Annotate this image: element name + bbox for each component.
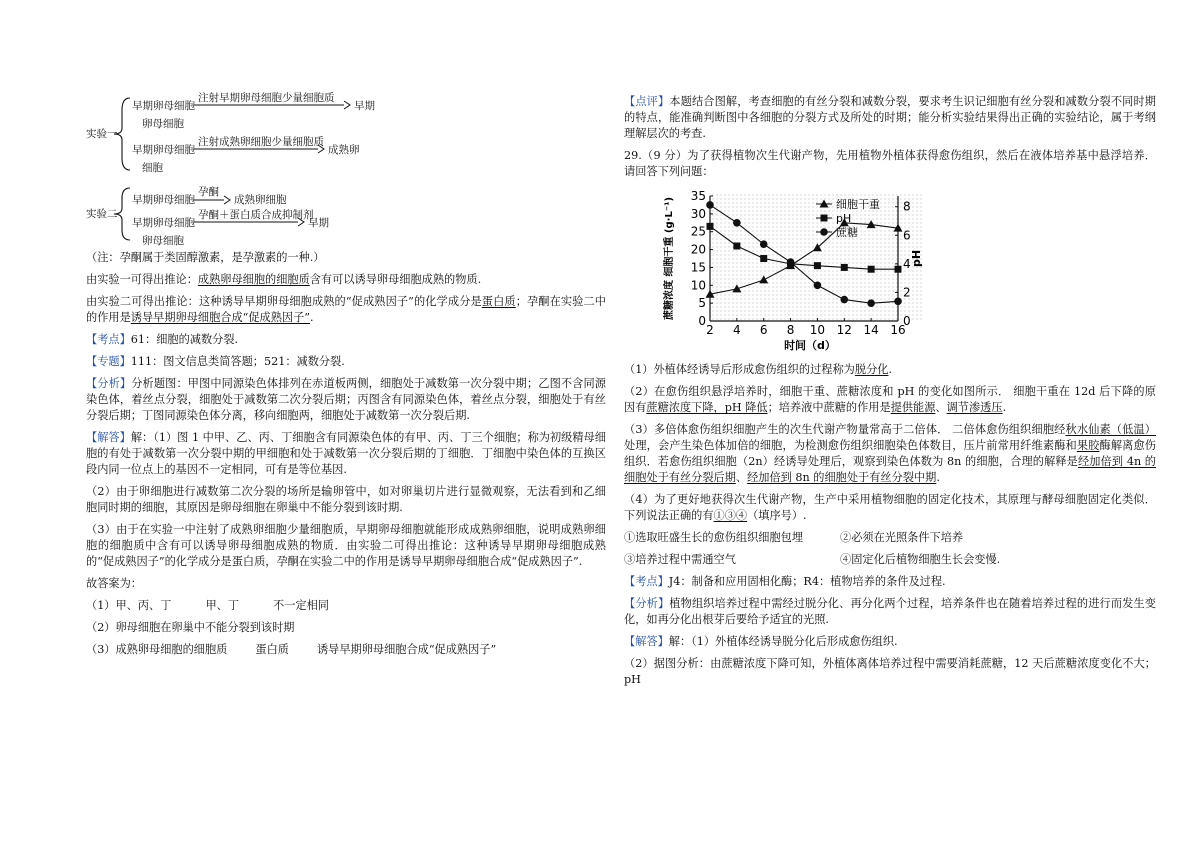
fenxi-tag: 【分析】 (624, 597, 670, 610)
answer-q1: （1）外植体经诱导后形成愈伤组织的过程称为脱分化. (624, 363, 893, 376)
exp2-row2-treatment: 孕酮＋蛋白质合成抑制剂 (198, 209, 314, 221)
jieda-part-3: （3）由于在实验一中注射了成熟卵细胞少量细胞质，早期卵母细胞就能形成成熟卵细胞，说明成熟卵细胞的细胞质中含有可以诱导卵母细胞成熟的物质．由实验二可得出推论：这种诱导早期卵母细胞成熟的“促成熟因子”的化学成分是蛋白质，孕酮在实验二中的作用是诱导早期卵母细胞合成“促成熟因子”. (86, 523, 606, 568)
culture-chart (644, 186, 924, 356)
data-point-square (895, 266, 902, 273)
legend-marker-square (821, 215, 828, 222)
data-point-circle (733, 219, 741, 227)
zhuanti-tag: 【专题】 (86, 355, 131, 368)
exp1-row2-cont: 细胞 (142, 162, 163, 174)
left-column (86, 88, 606, 664)
answer-underline: 诱导早期卵母细胞合成“促成熟因子” (130, 311, 311, 324)
fenxi-section: 【分析】分析题图：甲图中同源染色体排列在赤道板两侧，细胞处于减数第一次分裂中期；乙图不含同源染色体，着丝点分裂，细胞处于减数第二次分裂后期；丙图含有同源染色体，着丝点分裂，细胞处于有丝分裂后期；丁图同源染色体分离，移向细胞两，细胞处于减数第一次分裂后期. (86, 377, 606, 422)
zhuanti-section: 【专题】111：图文信息类简答题；521：减数分裂. (86, 355, 345, 368)
answer-underline: 秋水仙素（低温） (1065, 423, 1156, 436)
kaodian-tag: 【考点】 (624, 575, 669, 588)
x-tick-label: 16 (890, 323, 906, 337)
x-tick-label: 12 (836, 323, 852, 337)
jieda-section-right: 【解答】解：（1）外植体经诱导脱分化后形成愈伤组织. (624, 635, 898, 648)
inference-1: 由实验一可得出推论：成熟卵母细胞的细胞质含有可以诱导卵母细胞成熟的物质. (86, 273, 482, 286)
exp2-row2-start: 早期卵母细胞 (132, 217, 195, 229)
y-tick-label-right: 0 (903, 314, 911, 328)
exp2-row1-start: 早期卵母细胞 (132, 194, 195, 206)
x-tick-label: 2 (706, 323, 714, 337)
exp1-row1-start: 早期卵母细胞 (132, 100, 195, 112)
answer-1: （1）甲、丙、丁 甲、丁 不一定相同 (86, 599, 329, 612)
x-tick-label: 4 (733, 323, 741, 337)
options-row-2 (624, 552, 1156, 568)
option-1: ①选取旺盛生长的愈伤组织细胞包埋 (624, 531, 804, 544)
legend-label: 细胞干重 (836, 198, 880, 211)
exp2-row2-cont: 卵母细胞 (142, 235, 184, 247)
jieda-tag: 【解答】 (624, 635, 669, 648)
question-29: 29.（9 分）为了获得植物次生代谢产物，先用植物外植体获得愈伤组织，然后在液体培养基中悬浮培养． 请回答下列问题： (624, 149, 1156, 178)
inference-2: 由实验二可得出推论：这种诱导早期卵母细胞成熟的“促成熟因子”的化学成分是蛋白质；孕酮在实验二中的作用是诱导早期卵母细胞合成“促成熟因子”. (86, 295, 606, 324)
jieda-section: 【解答】解：（1）图 1 中甲、乙、丙、丁细胞含有同源染色体的有甲、丙、丁三个细胞；称为初级精母细胞的有处于减数第一次分裂中期的甲细胞和处于减数第一次分裂后期的丁细胞．丁细胞中染色体的互换区段内同一位点上的基因不一定相同，可有是等位基因. (86, 431, 606, 476)
options-row-1 (624, 530, 1156, 546)
exp1-row2-start: 早期卵母细胞 (132, 144, 195, 156)
y-tick-label-left: 5 (698, 296, 706, 311)
data-point-square (733, 243, 740, 250)
exp1-row1-treatment: 注射早期卵母细胞少量细胞质 (198, 92, 335, 104)
answer-underline: 经加倍到 8n 的细胞处于有丝分裂中期 (747, 471, 937, 484)
exp1-row1-cont: 卵母细胞 (142, 118, 184, 130)
y-tick-label-right: 4 (903, 256, 911, 271)
option-2: ②必须在光照条件下培养 (840, 531, 964, 544)
exp1-row2-treatment: 注射成熟卵细胞少量细胞质 (198, 136, 324, 148)
exp1-row2-result: 成熟卵 (328, 144, 360, 156)
dianping-section: 【点评】本题结合图解，考查细胞的有丝分裂和减数分裂，要求考生识记细胞有丝分裂和减数分裂不同时期的特点，能准确判断图中各细胞的分裂方式及所处的时期；能分析实验结果得出正确的实验结论，属于考纲理解层次的考查. (624, 95, 1156, 140)
answer-underline: 蔗糖浓度下降，pH 降低 (646, 401, 768, 414)
answer-underline: ①③④ (713, 509, 748, 522)
exp1-label: 实验一 (86, 128, 118, 140)
experiment-diagram (86, 88, 606, 250)
data-point-square (841, 264, 848, 271)
y-axis-label-left: 蔗糖浓度 细胞干重 (g·L⁻¹) (664, 196, 675, 321)
data-point-circle (814, 281, 822, 289)
answer-q2: （2）在愈伤组织悬浮培养时，细胞干重、蔗糖浓度和 pH 的变化如图所示． 细胞干重在 12d 后下降的原因有蔗糖浓度下降，pH 降低；培养液中蔗糖的作用是提供能源、调节渗透压. (624, 385, 1156, 414)
dianping-tag: 【点评】 (624, 95, 670, 108)
exp2-row2-result: 早期 (308, 217, 329, 229)
y-tick-label-right: 8 (903, 199, 911, 214)
legend-marker-circle (820, 228, 828, 236)
data-point-square (707, 223, 714, 230)
y-tick-label-right: 6 (903, 228, 911, 243)
kaodian-section: 【考点】61：细胞的减数分裂. (86, 333, 239, 346)
option-4: ④固定化后植物细胞生长会变慢. (840, 553, 1001, 566)
answer-underline: 成熟卵母细胞的细胞质 (197, 273, 310, 286)
data-point-square (760, 255, 767, 262)
answer-underline: 蛋白质 (481, 295, 516, 308)
answer-3: （3）成熟卵母细胞的细胞质 蛋白质 诱导早期卵母细胞合成“促成熟因子” (86, 643, 497, 656)
y-tick-label-right: 2 (903, 285, 911, 300)
y-tick-label-left: 20 (690, 242, 706, 257)
y-tick-label-left: 15 (690, 260, 706, 275)
kaodian-section-right: 【考点】J4：制备和应用固相化酶；R4：植物培养的条件及过程. (624, 575, 946, 588)
x-tick-label: 14 (863, 323, 879, 337)
exp1-row1-result: 早期 (354, 100, 375, 112)
kaodian-tag: 【考点】 (86, 333, 131, 346)
x-tick-label: 10 (809, 323, 826, 337)
y-tick-label-left: 35 (690, 189, 706, 203)
option-3: ③培养过程中需通空气 (624, 553, 736, 566)
right-column (624, 88, 1156, 694)
y-tick-label-left: 0 (698, 314, 706, 328)
exp2-row1-treatment: 孕酮 (198, 186, 219, 198)
y-tick-label-left: 30 (690, 206, 706, 221)
data-point-circle (787, 258, 795, 266)
x-tick-label: 6 (759, 323, 768, 337)
data-point-circle (840, 296, 848, 304)
answer-underline: 提供能源 (890, 401, 936, 414)
y-tick-label-left: 10 (690, 278, 706, 293)
data-point-square (814, 262, 821, 269)
y-tick-label-left: 25 (690, 224, 706, 239)
answer-underline: 经加倍到 4n 的细胞处于有丝分裂后期 (624, 455, 1156, 484)
exp2-row1-result: 成熟卵细胞 (234, 194, 287, 206)
jieda-right-part-2: （2）据图分析：由蔗糖浓度下降可知，外植体离体培养过程中需要消耗蔗糖，12 天后蔗糖浓度变化不大；pH (624, 657, 1156, 686)
experiment-brace-arrows (86, 88, 386, 250)
exp2-label: 实验二 (86, 208, 118, 220)
fenxi-section-right: 【分析】植物组织培养过程中需经过脱分化、再分化两个过程，培养条件也在随着培养过程的进行而发生变化，如再分化出根芽后要给予适宜的光照. (624, 597, 1156, 626)
data-point-square (868, 266, 875, 273)
legend-label: 蔗糖 (836, 226, 858, 239)
fenxi-tag: 【分析】 (86, 377, 132, 390)
answer-underline: 脱分化 (854, 363, 889, 376)
answer-underline: 调节渗透压 (946, 401, 1003, 414)
jieda-tag: 【解答】 (86, 431, 131, 444)
jieda-part-2: （2）由于卵细胞进行减数第二次分裂的场所是输卵管中，如对卵巢切片进行显微观察，无法看到和乙细胞同时期的细胞，其原因是卵母细胞在卵巢中不能分裂到该时期. (86, 485, 606, 514)
y-axis-label-right: pH (910, 249, 923, 268)
data-point-circle (760, 240, 768, 248)
answer-q4: （4）为了更好地获得次生代谢产物，生产中采用植物细胞的固定化技术，其原理与酵母细胞固定化类似． 下列说法正确的有①③④（填序号）. (624, 493, 1156, 522)
data-point-circle (867, 299, 875, 307)
answer-underline: 果胶 (1076, 439, 1100, 452)
data-point-circle (894, 298, 902, 306)
answer-q3: （3）多倍体愈伤组织细胞产生的次生代谢产物量常高于二倍体． 二倍体愈伤组织细胞经秋水仙素（低温）处理，会产生染色体加倍的细胞，为检测愈伤组织细胞染色体数目，压片前常用纤维素酶和果胶酶解离愈伤组织．若愈伤组织细胞（2n）经诱导处理后，观察到染色体数为 8n 的细胞，合理的解释是经加倍到 4n 的细胞处于有丝分裂后期、经加倍到 8n 的细胞处于有丝分裂中期. (624, 423, 1156, 484)
data-point-circle (706, 201, 714, 209)
legend-label: pH (836, 212, 852, 225)
x-tick-label: 8 (786, 323, 795, 337)
answer-heading: 故答案为： (86, 577, 142, 590)
answer-2: （2）卵母细胞在卵巢中不能分裂到该时期 (86, 621, 295, 634)
x-axis-label: 时间（d） (784, 339, 836, 352)
note: （注：孕酮属于类固醇激素，是孕激素的一种.） (86, 251, 325, 264)
chart-svg (644, 186, 924, 356)
